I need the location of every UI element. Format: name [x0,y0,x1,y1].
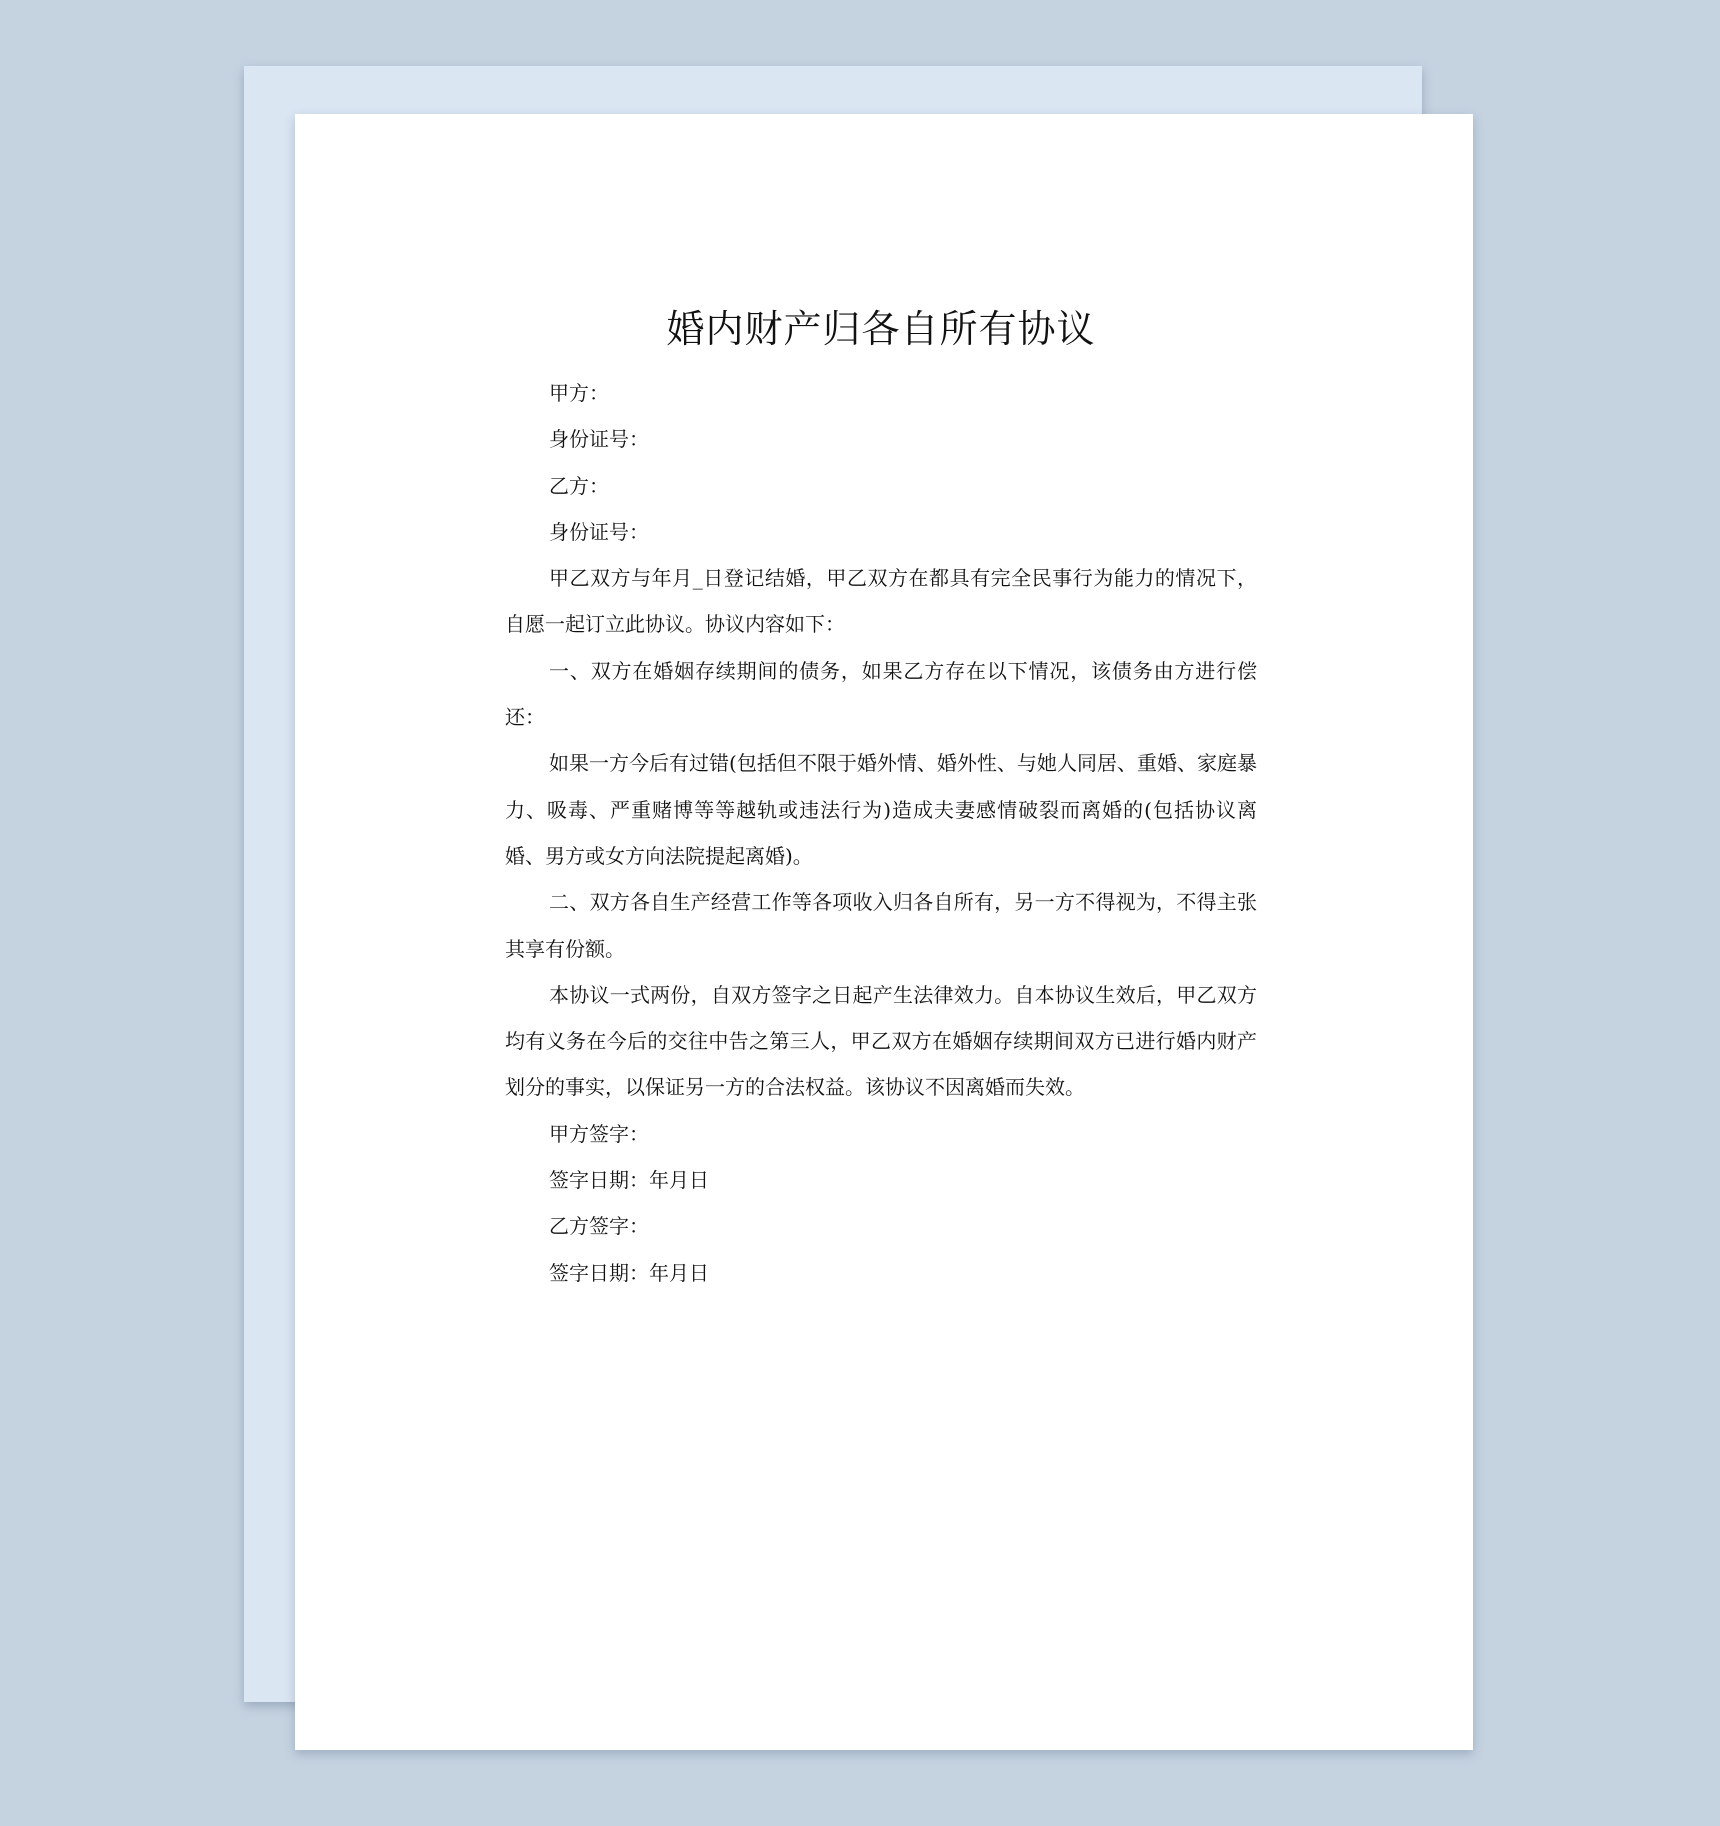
document-title: 婚内财产归各自所有协议 [666,307,1096,351]
effectiveness-paragraph: 本协议一式两份，自双方签字之日起产生法律效力。自本协议生效后，甲乙双方均有义务在今后的交往中告之第三人，甲乙双方在婚姻存续期间双方已进行婚内财产划分的事实，以保证另一方的合法权益。该协议不因离婚而失效。 [505,982,1257,1100]
clause-two: 二、双方各自生产经营工作等各项收入归各自所有，另一方不得视为，不得主张其享有份额。 [505,890,1257,961]
clause-one-detail: 如果一方今后有过错(包括但不限于婚外情、婚外性、与她人同居、重婚、家庭暴力、吸毒、严重赌博等等越轨或违法行为)造成夫妻感情破裂而离婚的(包括协议离婚、男方或女方向法院提起离婚)。 [505,751,1257,868]
party-a-signature-label: 甲方签字： [549,1121,649,1146]
party-a-label: 甲方： [549,381,609,405]
party-a-sign-date-label: 签字日期：年月日 [549,1168,709,1193]
party-a-id-label: 身份证号： [549,427,649,452]
party-b-id-label: 身份证号： [549,519,649,544]
intro-paragraph: 甲乙双方与年月_日登记结婚，甲乙双方在都具有完全民事行为能力的情况下，自愿一起订立此协议。协议内容如下： [505,566,1257,637]
party-b-label: 乙方： [549,473,609,498]
document-page [295,114,1473,1750]
party-b-signature-label: 乙方签字： [549,1214,649,1239]
document-body [505,298,1257,1296]
clause-one: 一、双方在婚姻存续期间的债务，如果乙方存在以下情况，该债务由方进行偿还： [505,658,1257,730]
party-b-sign-date-label: 签字日期：年月日 [549,1260,709,1285]
